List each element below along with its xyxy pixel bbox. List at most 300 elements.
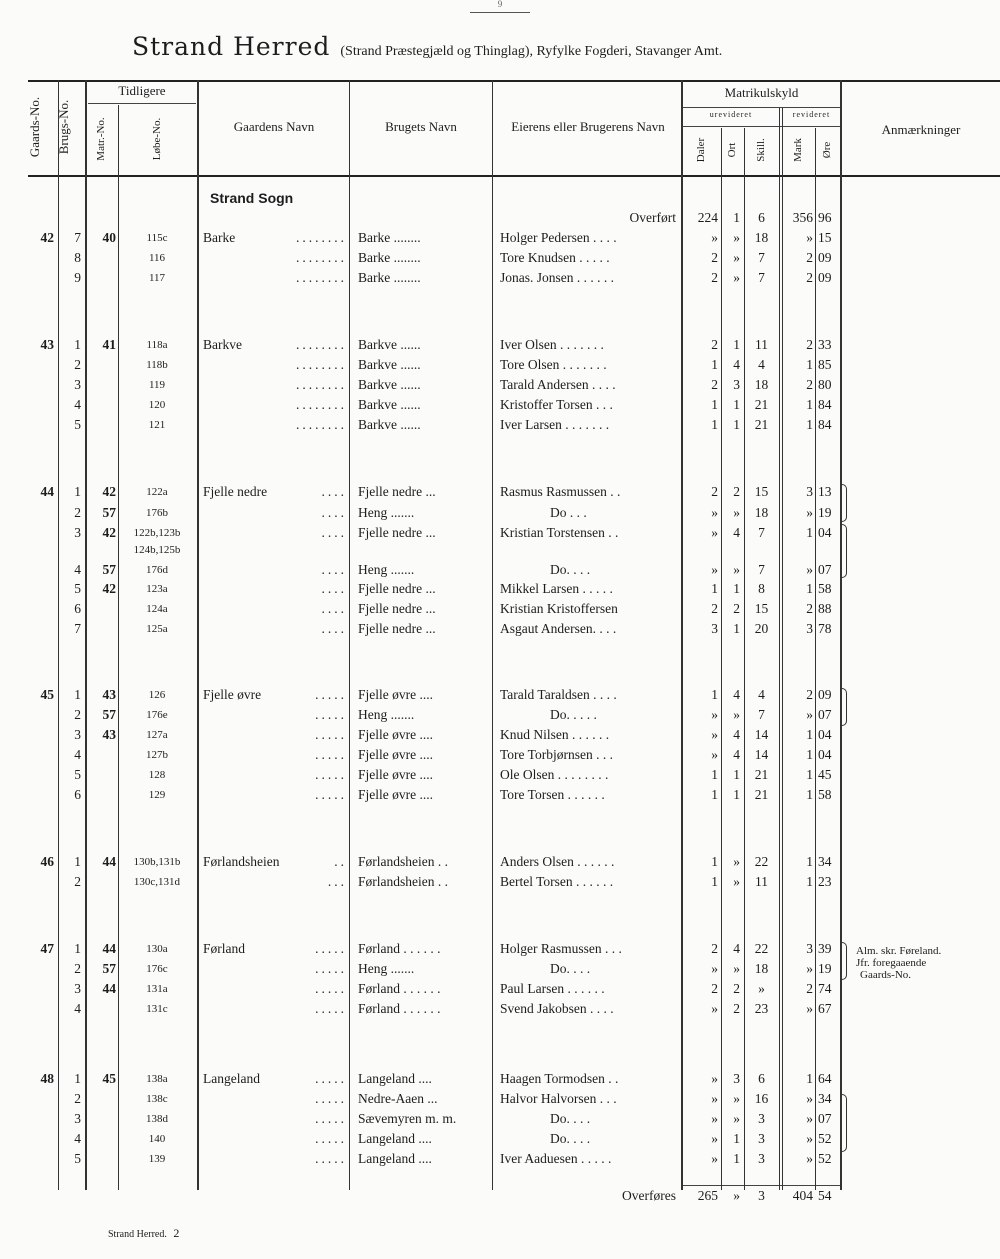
cell-skill: 20	[754, 621, 769, 636]
cell-skill: 18	[754, 505, 769, 520]
cell-lobe-no: 117	[148, 272, 166, 284]
cell-mark: 2	[806, 981, 813, 996]
header-eierens: Eierens eller Brugerens Navn	[511, 119, 665, 134]
cell-gaardens-navn-dots: ........	[296, 377, 347, 392]
cell-ore: 74	[818, 981, 832, 996]
cell-ort: »	[733, 874, 740, 889]
cell-gaardens-navn-dots: .....	[315, 1151, 347, 1166]
cell-eierens-navn: Iver Larsen . . . . . . .	[500, 417, 610, 432]
cell-gaards-no: 46	[40, 854, 54, 869]
cell-eierens-navn: Svend Jakobsen . . . .	[500, 1001, 614, 1016]
cell-eierens-navn: Tore Torsen . . . . . .	[500, 787, 605, 802]
cell-brugs-no: 3	[74, 981, 81, 996]
cell-eierens-navn: Holger Rasmussen . . .	[500, 941, 622, 956]
cell-brugs-no: 2	[74, 874, 81, 889]
cell-brugets-navn: Fjelle nedre ...	[358, 525, 436, 540]
cell-daler: 2	[711, 337, 718, 352]
cell-ore: 09	[818, 270, 832, 285]
header-skill: Skill.	[755, 138, 767, 162]
cell-lobe-no: 122a	[146, 486, 168, 498]
cell-gaardens-navn-dots: ........	[296, 230, 347, 245]
cell-lobe-no: 124a	[146, 603, 168, 615]
cell-skill: 21	[754, 397, 769, 412]
cell-eierens-navn: Ole Olsen . . . . . . . .	[500, 767, 609, 782]
cell-ort: 2	[733, 601, 740, 616]
cell-gaardens-navn-dots: .....	[315, 961, 347, 976]
cell-ore: 19	[818, 505, 832, 520]
cell-daler: 2	[711, 377, 718, 392]
cell-skill: 7	[758, 525, 765, 540]
cell-gaards-no	[28, 765, 54, 785]
cell-lobe-no: 129	[148, 789, 166, 801]
cell-skill: 18	[754, 377, 769, 392]
cell-gaardens-navn-dots: ........	[296, 250, 347, 265]
cell-lobe-no: 130a	[146, 943, 168, 955]
cell-mark: 1	[806, 767, 813, 782]
cell-matr-no: 43	[102, 687, 116, 702]
cell-brugs-no: 3	[74, 1111, 81, 1126]
cell-ort: »	[733, 707, 740, 722]
cell-ort: 4	[733, 525, 740, 540]
cell-brugs-no: 7	[74, 621, 81, 636]
cell-skill: 21	[754, 787, 769, 802]
cell-skill: 21	[754, 417, 769, 432]
page-marker: 9	[470, 0, 530, 13]
cell-gaards-no: 42	[40, 230, 54, 245]
cell-matr-no	[88, 765, 116, 785]
cell-daler: 2	[711, 981, 718, 996]
cell-daler: »	[711, 230, 718, 245]
cell-skill: 11	[755, 874, 768, 889]
cell-ore: 84	[818, 397, 832, 412]
cell-daler: 1	[711, 874, 718, 889]
cell-ore: 15	[818, 230, 832, 245]
cell-eierens-navn: Mikkel Larsen . . . . .	[500, 581, 613, 596]
cell-brugs-no: 6	[74, 787, 81, 802]
cell-mark: 1	[806, 787, 813, 802]
cell-brugets-navn: Fjelle nedre ...	[358, 601, 436, 616]
carried-in-label: Overført	[629, 210, 676, 225]
cell-lobe-no: 176e	[146, 709, 168, 721]
cell-gaards-no: 45	[40, 687, 54, 702]
cell-brugs-no: 2	[74, 357, 81, 372]
cell-matr-no: 45	[102, 1071, 116, 1086]
cell-brugets-navn: Førland . . . . . .	[358, 941, 441, 956]
cell-brugets-navn: Fjelle øvre ....	[358, 787, 433, 802]
section-title: Strand Sogn	[210, 190, 294, 206]
cell-brugs-no: 4	[74, 747, 81, 762]
cell-matr-no	[88, 355, 116, 375]
cell-matr-no	[88, 268, 116, 288]
cell-eierens-navn: Do. . . .	[550, 961, 591, 976]
cell-eierens-navn: Asgaut Andersen. . . .	[500, 621, 617, 636]
cell-gaards-no	[28, 523, 54, 543]
cell-daler: 2	[711, 484, 718, 499]
cell-daler: 2	[711, 941, 718, 956]
cell-daler: »	[711, 1151, 718, 1166]
cell-lobe-no: 138d	[146, 1113, 168, 1125]
cell-gaards-no: 44	[40, 484, 54, 499]
footer	[108, 1226, 179, 1241]
cell-lobe-no: 139	[148, 1153, 166, 1165]
cell-mark: 1	[806, 525, 813, 540]
cell-brugs-no: 3	[74, 525, 81, 540]
cell-mark: 2	[806, 601, 813, 616]
cell-brugs-no: 6	[74, 601, 81, 616]
cell-gaards-no	[28, 560, 54, 580]
cell-skill: 16	[754, 1091, 769, 1106]
cell-matr-no: 40	[102, 230, 116, 245]
cell-matr-no: 57	[102, 562, 116, 577]
cell-brugs-no: 1	[74, 484, 81, 499]
cell-ort: »	[733, 250, 740, 265]
cell-brugs-no: 4	[74, 562, 81, 577]
cell-lobe-no: 127a	[146, 729, 168, 741]
cell-eierens-navn: Kristian Torstensen . .	[500, 525, 619, 540]
note-line: Alm. skr. Føreland.	[856, 945, 942, 957]
cell-gaardens-navn-dots: ........	[296, 270, 347, 285]
cell-mark: »	[806, 1001, 813, 1016]
cell-skill: 3	[758, 1111, 765, 1126]
cell-mark: »	[806, 1111, 813, 1126]
cell-gaardens-navn: Langeland	[203, 1071, 260, 1086]
cell-brugets-navn: Barkve ......	[358, 377, 421, 392]
cell-brugets-navn: Barkve ......	[358, 417, 421, 432]
cell-brugets-navn: Heng .......	[358, 505, 415, 520]
carried-out-mark: 404	[792, 1188, 813, 1203]
cell-matr-no: 44	[102, 981, 116, 996]
cell-mark: 2	[806, 337, 813, 352]
cell-ore: 85	[818, 357, 832, 372]
header-gaardens-navn: Gaardens Navn	[233, 119, 315, 134]
cell-eierens-navn: Anders Olsen . . . . . .	[500, 854, 615, 869]
footer-label: Strand Herred.	[108, 1229, 167, 1240]
cell-ore: 88	[818, 601, 832, 616]
cell-brugets-navn: Langeland ....	[358, 1151, 432, 1166]
cell-lobe-no: 119	[148, 379, 166, 391]
carried-out-daler: 265	[697, 1188, 718, 1203]
cell-ore: 34	[818, 1091, 832, 1106]
cell-skill: 4	[758, 357, 765, 372]
cell-brugs-no: 2	[74, 961, 81, 976]
cell-gaards-no	[28, 375, 54, 395]
cell-ore: 34	[818, 854, 832, 869]
header-brugets-navn: Brugets Navn	[385, 119, 457, 134]
carried-in-ore: 96	[818, 210, 832, 225]
cell-mark: »	[806, 1091, 813, 1106]
cell-mark: 1	[806, 417, 813, 432]
header-lobe-no: Løbe-No.	[151, 117, 163, 161]
cell-eierens-navn: Do. . . .	[550, 1131, 591, 1146]
cell-ort: 1	[733, 1151, 740, 1166]
cell-lobe-no: 176d	[146, 564, 168, 576]
cell-mark: »	[806, 961, 813, 976]
cell-ore: 33	[818, 337, 832, 352]
cell-skill: 18	[754, 230, 769, 245]
cell-matr-no	[88, 1089, 116, 1109]
cell-lobe-no: 115c	[146, 232, 168, 244]
cell-gaardens-navn-dots: ....	[321, 525, 347, 540]
cell-skill: 7	[758, 562, 765, 577]
cell-gaardens-navn-dots: .....	[315, 747, 347, 762]
cell-skill: 14	[754, 747, 769, 762]
cell-brugets-navn: Langeland ....	[358, 1071, 432, 1086]
cell-skill: 11	[755, 337, 768, 352]
cell-matr-no	[88, 599, 116, 619]
cell-ort: 1	[733, 397, 740, 412]
cell-gaards-no: 47	[40, 941, 54, 956]
cell-gaardens-navn-dots: ....	[321, 562, 347, 577]
cell-ore: 39	[818, 941, 832, 956]
cell-gaardens-navn-dots: ........	[296, 357, 347, 372]
cell-daler: »	[711, 707, 718, 722]
cell-brugs-no: 5	[74, 1151, 81, 1166]
cell-mark: 3	[806, 621, 813, 636]
cell-daler: »	[711, 1071, 718, 1086]
cell-daler: 2	[711, 270, 718, 285]
cell-matr-no	[88, 745, 116, 765]
cell-ort: 4	[733, 747, 740, 762]
cell-gaards-no	[28, 1089, 54, 1109]
cell-brugets-navn: Fjelle øvre ....	[358, 687, 433, 702]
header-daler: Daler	[695, 137, 707, 163]
cell-gaardens-navn-dots: .....	[315, 707, 347, 722]
cell-ore: 23	[818, 874, 832, 889]
cell-daler: »	[711, 747, 718, 762]
cell-eierens-navn: Do. . . . .	[550, 707, 597, 722]
cell-gaardens-navn-dots: ....	[321, 581, 347, 596]
cell-gaardens-navn-dots: .....	[315, 787, 347, 802]
cell-skill: 3	[758, 1151, 765, 1166]
header-gaards-no: Gaards-No.	[27, 96, 42, 158]
cell-brugs-no: 2	[74, 707, 81, 722]
cell-eierens-navn: Knud Nilsen . . . . . .	[500, 727, 610, 742]
cell-brugs-no: 4	[74, 1001, 81, 1016]
cell-mark: 2	[806, 250, 813, 265]
cell-brugs-no: 1	[74, 1071, 81, 1086]
cell-brugets-navn: Heng .......	[358, 961, 415, 976]
cell-daler: »	[711, 961, 718, 976]
cell-ore: 04	[818, 525, 832, 540]
cell-gaardens-navn-dots: .....	[315, 941, 347, 956]
cell-matr-no: 42	[102, 484, 116, 499]
header-revideret: revideret	[792, 110, 831, 119]
cell-ort: 1	[733, 581, 740, 596]
cell-gaards-no	[28, 395, 54, 415]
cell-ort: 1	[733, 621, 740, 636]
cell-mark: »	[806, 1151, 813, 1166]
cell-gaardens-navn-dots: .....	[315, 1001, 347, 1016]
cell-brugets-navn: Førland . . . . . .	[358, 1001, 441, 1016]
cell-lobe-no: 131c	[146, 1003, 168, 1015]
cell-skill: 15	[754, 601, 769, 616]
cell-ore: 13	[818, 484, 832, 499]
cell-brugets-navn: Heng .......	[358, 707, 415, 722]
cell-mark: »	[806, 1131, 813, 1146]
cell-mark: »	[806, 562, 813, 577]
cell-eierens-navn: Do . . .	[550, 505, 587, 520]
cell-ort: 1	[733, 767, 740, 782]
cell-brugets-navn: Barke ........	[358, 230, 421, 245]
cell-lobe-no: 118b	[146, 359, 168, 371]
cell-daler: 1	[711, 687, 718, 702]
carried-out-ore: 54	[818, 1188, 832, 1203]
cell-brugets-navn: Fjelle øvre ....	[358, 727, 433, 742]
cell-eierens-navn: Holger Pedersen . . . .	[500, 230, 617, 245]
cell-eierens-navn: Kristian Kristoffersen	[500, 601, 618, 616]
cell-matr-no	[88, 785, 116, 805]
cell-gaardens-navn: Barkve	[203, 337, 242, 352]
cell-lobe-no: 116	[148, 252, 166, 264]
cell-gaardens-navn-dots: .....	[315, 727, 347, 742]
cell-ort: 4	[733, 687, 740, 702]
cell-ort: 2	[733, 1001, 740, 1016]
cell-gaards-no	[28, 705, 54, 725]
cell-gaards-no	[28, 619, 54, 639]
cell-brugets-navn: Barkve ......	[358, 357, 421, 372]
cell-lobe-no: 140	[148, 1133, 166, 1145]
cell-ort: 1	[733, 337, 740, 352]
cell-gaards-no	[28, 959, 54, 979]
cell-matr-no: 57	[102, 505, 116, 520]
cell-skill: 15	[754, 484, 769, 499]
cell-eierens-navn: Tore Olsen . . . . . . .	[500, 357, 607, 372]
cell-lobe-no: 126	[148, 689, 166, 701]
cell-ort: 3	[733, 1071, 740, 1086]
cell-gaardens-navn-dots: .....	[315, 1071, 347, 1086]
cell-brugs-no: 1	[74, 941, 81, 956]
carried-in-ort: 1	[733, 210, 740, 225]
cell-gaardens-navn: Førlandsheien	[203, 854, 280, 869]
cell-brugets-navn: Fjelle nedre ...	[358, 621, 436, 636]
cell-mark: 2	[806, 687, 813, 702]
cell-mark: 3	[806, 484, 813, 499]
cell-skill: 22	[754, 854, 769, 869]
header-ort: Ort	[726, 142, 738, 158]
cell-ort: 2	[733, 981, 740, 996]
cell-eierens-navn: Iver Aaduesen . . . . .	[500, 1151, 612, 1166]
cell-ore: 58	[818, 581, 832, 596]
cell-daler: »	[711, 1001, 718, 1016]
title-subtitle: (Strand Præstegjæld og Thinglag), Ryfylke Fogderi, Stavanger Amt.	[340, 44, 723, 59]
cell-ore: 07	[818, 1111, 832, 1126]
cell-gaardens-navn-dots: ...	[327, 874, 347, 889]
cell-brugs-no: 9	[74, 270, 81, 285]
cell-gaardens-navn-dots: ....	[321, 484, 347, 499]
cell-brugs-no: 5	[74, 581, 81, 596]
cell-skill: 18	[754, 961, 769, 976]
cell-ort: 3	[733, 377, 740, 392]
header-mark: Mark	[792, 138, 804, 162]
cell-lobe-no: 131a	[146, 983, 168, 995]
cell-matr-no: 43	[102, 727, 116, 742]
cell-gaards-no	[28, 599, 54, 619]
cell-eierens-navn: Halvor Halvorsen . . .	[500, 1091, 617, 1106]
cell-daler: 3	[711, 621, 718, 636]
cell-ore: 07	[818, 707, 832, 722]
cell-gaardens-navn: Barke	[203, 230, 236, 245]
cell-gaardens-navn-dots: ..	[334, 854, 347, 869]
cell-daler: »	[711, 525, 718, 540]
cell-lobe-no: 123a	[146, 583, 168, 595]
cell-ort: »	[733, 505, 740, 520]
cell-mark: 1	[806, 747, 813, 762]
cell-ore: 58	[818, 787, 832, 802]
header-tidligere: Tidligere	[118, 83, 166, 98]
cell-eierens-navn: Do. . . .	[550, 562, 591, 577]
cell-brugs-no: 2	[74, 1091, 81, 1106]
cell-matr-no	[88, 619, 116, 639]
cell-gaards-no	[28, 1149, 54, 1169]
page-title	[132, 32, 722, 61]
cell-skill: 7	[758, 250, 765, 265]
cell-gaards-no	[28, 248, 54, 268]
cell-gaardens-navn-dots: .....	[315, 687, 347, 702]
cell-brugets-navn: Langeland ....	[358, 1131, 432, 1146]
cell-daler: 1	[711, 854, 718, 869]
header-matr-no: Matr.-No.	[95, 117, 107, 161]
cell-gaards-no: 43	[40, 337, 54, 352]
cell-gaardens-navn: Førland	[203, 941, 245, 956]
cell-matr-no: 42	[102, 525, 116, 540]
cell-gaardens-navn: Fjelle øvre	[203, 687, 262, 702]
carried-out-label: Overføres	[622, 1188, 676, 1203]
cell-brugets-navn: Fjelle øvre ....	[358, 747, 433, 762]
cell-mark: 1	[806, 581, 813, 596]
cell-gaards-no	[28, 503, 54, 523]
header-brugs-no: Brugs-No.	[56, 99, 71, 155]
cell-eierens-navn: Kristoffer Torsen . . .	[500, 397, 613, 412]
cell-gaards-no	[28, 579, 54, 599]
cell-daler: 2	[711, 601, 718, 616]
cell-ore: 04	[818, 727, 832, 742]
cell-brugs-no: 5	[74, 767, 81, 782]
cell-ort: 4	[733, 357, 740, 372]
cell-matr-no: 42	[102, 581, 116, 596]
header-urevideret: urevideret	[709, 110, 753, 119]
cell-mark: 1	[806, 874, 813, 889]
cell-gaards-no	[28, 872, 54, 892]
carried-out-ort: »	[733, 1188, 740, 1203]
cell-eierens-navn: Tore Torbjørnsen . . .	[500, 747, 613, 762]
cell-skill: 4	[758, 687, 765, 702]
cell-eierens-navn: Iver Olsen . . . . . . .	[500, 337, 604, 352]
cell-brugets-navn: Heng .......	[358, 562, 415, 577]
cell-mark: 1	[806, 357, 813, 372]
cell-brugets-navn: Fjelle øvre ....	[358, 767, 433, 782]
cell-brugs-no: 1	[74, 854, 81, 869]
cell-mark: 2	[806, 377, 813, 392]
cell-lobe-no: 125a	[146, 623, 168, 635]
cell-ore: 09	[818, 687, 832, 702]
cell-brugets-navn: Førlandsheien . .	[358, 874, 448, 889]
cell-ort: 4	[733, 727, 740, 742]
cell-lobe-no: 130c,131d	[133, 876, 181, 888]
cell-gaards-no	[28, 268, 54, 288]
cell-mark: 1	[806, 1071, 813, 1086]
cell-matr-no	[88, 872, 116, 892]
cell-eierens-navn: Haagen Tormodsen . .	[500, 1071, 619, 1086]
cell-daler: 1	[711, 767, 718, 782]
cell-gaards-no	[28, 415, 54, 435]
cell-daler: »	[711, 1131, 718, 1146]
cell-brugets-navn: Førlandsheien . .	[358, 854, 448, 869]
cell-matr-no	[88, 1149, 116, 1169]
header-matrikulskyld: Matrikulskyld	[724, 85, 799, 100]
cell-lobe-no: 176c	[146, 963, 168, 975]
cell-ort: »	[733, 1111, 740, 1126]
cell-daler: 1	[711, 357, 718, 372]
